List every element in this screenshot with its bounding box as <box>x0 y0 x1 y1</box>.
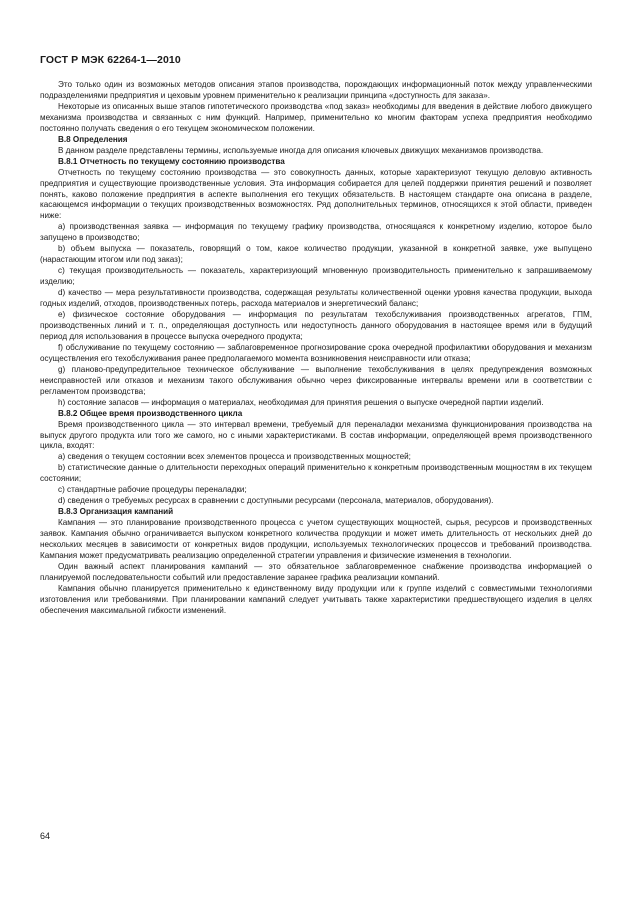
paragraph: Время производственного цикла — это интервал времени, требуемый для переналадки механизма функционирования производства на выпуск другого продукта или того же самого, но с иными характеристиками. В состав информации, определяющей время производственного цикла, входят: <box>40 419 592 451</box>
paragraph: Кампания — это планирование производственного процесса с учетом существующих мощностей, сырья, ресурсов и производственных заявок. Кампания обычно ограничивается выпуском конкретного количества продукции и может иметь длительность от нескольких дней до нескольких месяцев в зависимости от конкретных видов продукции, используемых технологических процессов и требований производства. Кампания может предусматривать реализацию определенной стратегии управления и физические изменения в технологии. <box>40 518 592 560</box>
paragraph: h) состояние запасов — информация о материалах, необходимая для принятия решения о выпуске очередной партии изделий. <box>58 397 544 407</box>
paragraph: Кампания обычно планируется применительно к единственному виду продукции или к группе изделий с совместимыми технологиями изготовления или требованиями. При планировании кампаний следует учитывать также характеристики предшествующего изделия в целях обеспечения максимальной гибкости изменений. <box>40 583 592 615</box>
paragraph: c) стандартные рабочие процедуры переналадки; <box>58 485 247 495</box>
section-heading: B.8 Определения <box>58 134 128 144</box>
paragraph: f) обслуживание по текущему состоянию — заблаговременное прогнозирование срока очередной профилактики оборудования и механизм осуществления его техобслуживания ранее предполагаемого момента возникновения неисправности или отказа; <box>40 342 592 363</box>
section-heading: B.8.2 Общее время производственного цикла <box>58 408 243 418</box>
paragraph: b) статистические данные о длительности переходных операций применительно к конкретным производственным мощностям в их текущем состоянии; <box>40 463 592 484</box>
paragraph: e) физическое состояние оборудования — информация по результатам техобслуживания производственных агрегатов, ГПМ, производственных линий и т. п., определяющая доступность или недоступность данного оборудования в настоящее время или в будущий период для использования в процессе выпуска очередного продукта; <box>40 310 592 341</box>
paragraph: В данном разделе представлены термины, используемые иногда для описания ключевых движущих механизмов производства. <box>58 145 544 155</box>
paragraph: d) качество — мера результативности производства, содержащая результаты количественной оценки уровня качества продукции, выхода годных изделий, отходов, производственных потерь, расхода материалов и энергетический баланс; <box>40 288 592 309</box>
paragraph: Некоторые из описанных выше этапов гипотетического производства «под заказ» необходимы для введения в действие любого движущего механизма производства и связанных с ним функций. Например, применительно ко многим факторам успеха предприятия необходимо постоянно получать сведения о его текущем экономическом положении. <box>40 101 592 133</box>
paragraph: Один важный аспект планирования кампаний — это обязательное заблаговременное снабжение производства информацией о планируемой последовательности событий или предоставление заранее графика реализации компаний. <box>40 561 592 582</box>
paragraph: b) объем выпуска — показатель, говорящий о том, какое количество продукции, указанной в конкретной заявке, уже выпущено (нарастающим итогом или под заказ); <box>40 244 592 265</box>
paragraph: d) сведения о требуемых ресурсах в сравнении с доступными ресурсами (персонала, материалов, оборудования). <box>58 496 494 506</box>
document-body <box>40 80 592 617</box>
paragraph: а) сведения о текущем состоянии всех элементов процесса и производственных мощностей; <box>58 452 411 462</box>
paragraph: Это только один из возможных методов описания этапов производства, порождающих информационный поток между управленческими подразделениями предприятия и цеховым уровнем применительно к реализации принципа «доступность для заказа». <box>40 80 592 100</box>
paragraph: Отчетность по текущему состоянию производства — это совокупность данных, которые характеризуют текущую деловую активность предприятия и существующие производственные условия. Эта информация собирается для целей поддержки принятия решений и позволяет понять, каково положение предприятия в аспекте выполнения его текущих обязательств. В настоящем стандарте она описана в разделе, касающемся информации о текущих производственных возможностях. Ряд дополнительных терминов, относящихся к этой области, приведен ниже: <box>40 167 592 221</box>
page-number: 64 <box>40 831 51 841</box>
paragraph: g) планово-предупредительное техническое обслуживание — выполнение техобслуживания в целях предупреждения возможных неисправностей или отказов и механизм такого обслуживания обычно через фиксированные интервалы времени или в соответствии с регламентом производства; <box>40 364 592 396</box>
paragraph: c) текущая производительность — показатель, характеризующий мгновенную производительность применительно к запрашиваемому изделию; <box>40 266 592 287</box>
section-heading: B.8.1 Отчетность по текущему состоянию производства <box>58 156 285 166</box>
paragraph: а) производственная заявка — информация по текущему графику производства, относящаяся к конкретному изделию, которое было запущено в производство; <box>40 222 592 243</box>
section-heading: B.8.3 Организация кампаний <box>58 507 174 517</box>
document-header: ГОСТ Р МЭК 62264-1—2010 <box>40 54 181 66</box>
